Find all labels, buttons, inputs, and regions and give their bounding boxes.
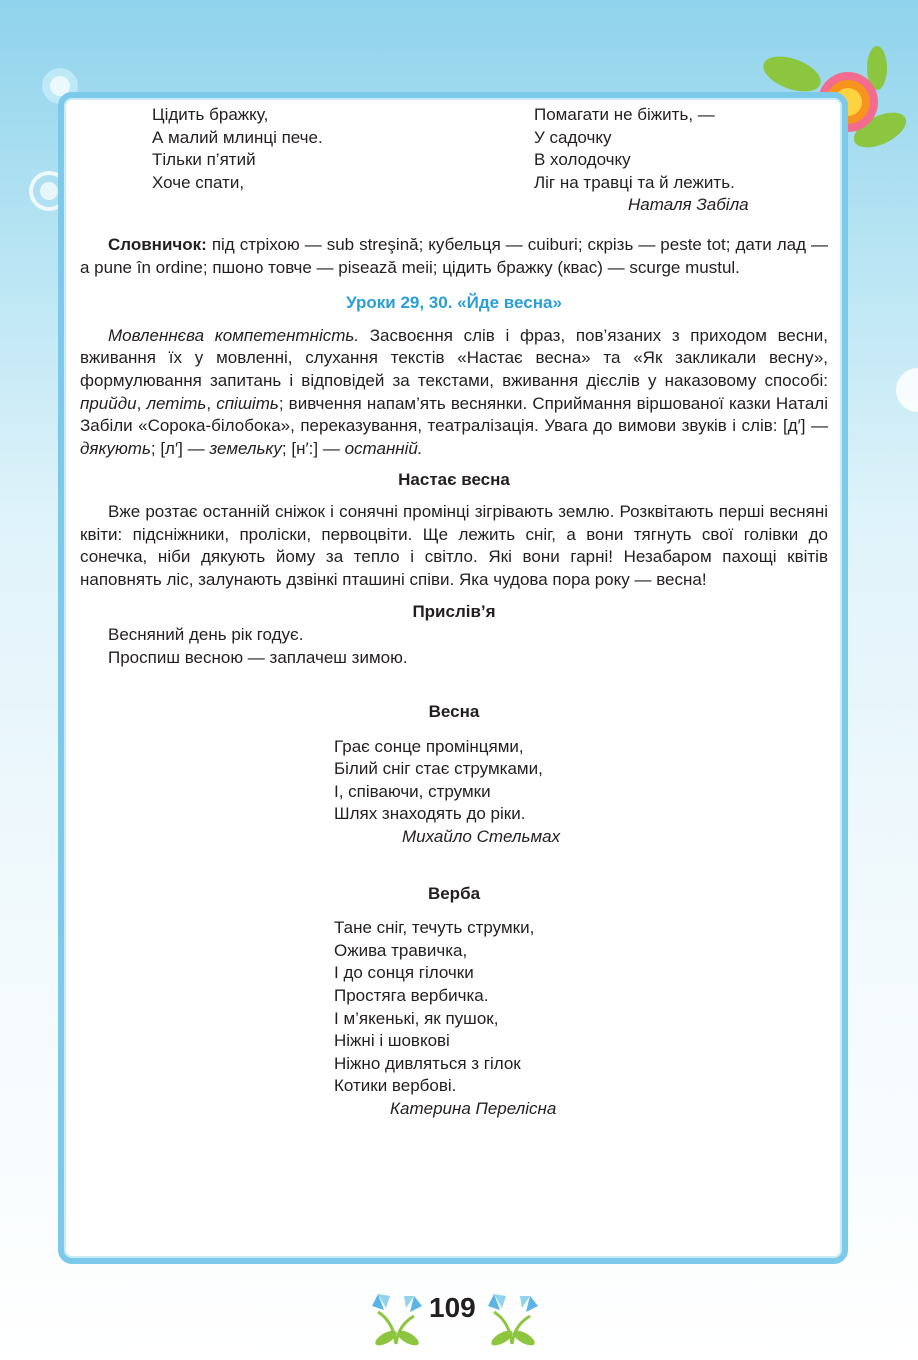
poem-author: Михайло Стельмах: [402, 827, 561, 847]
page-number: 109: [429, 1292, 476, 1323]
competence-label: Мовленнєва компетентність.: [108, 325, 360, 345]
poem-line: Ліг на травці та й лежить.: [534, 172, 735, 192]
poem-line: В холодочку: [534, 150, 631, 170]
poem-line: Тільки п’ятий: [152, 150, 256, 170]
poem-line: Шлях знаходять до ріки.: [334, 804, 526, 824]
lesson-description: [80, 325, 828, 461]
poem-line: А малий млинці пече.: [152, 127, 323, 147]
lesson-text: ; [н′:] —: [281, 438, 345, 458]
word-example: останній.: [344, 438, 423, 458]
poem-verba-title: Верба: [427, 883, 481, 903]
poem-author: Катерина Перелісна: [390, 1099, 557, 1118]
poem-line: Ніжні і шовкові: [334, 1031, 450, 1051]
lesson-text: ; [л′] —: [150, 438, 210, 458]
separator: ,: [136, 393, 147, 413]
poem-author: Наталя Забіла: [628, 195, 749, 215]
story-text: Вже розтає останній сніжок і сонячні промінці зігрівають землю. Розквітають перші весняні квіти: підсніжники, проліски, первоцвіти. Ще лежить сніг, а вони тягнуть свої голівки до сонечка, ніби дякують йому за тепло і світло. Які вони гарні! Незабаром пахощі квітів наповнять ліс, залунають дзвінкі пташині співи. Яка чудова пора року — весна!: [80, 501, 828, 589]
sparkle-decoration-icon: [888, 360, 918, 420]
poem-line: Цідить бражку,: [152, 105, 269, 124]
poem-line: Простяга вербичка.: [334, 986, 489, 1006]
glossary-label: Словничок:: [108, 235, 207, 254]
verb-example: спішіть: [216, 393, 279, 413]
story-title: Настає весна: [398, 470, 510, 490]
proverbs-list: [80, 624, 828, 669]
word-example: земельку: [209, 438, 282, 458]
poem-left-column: [152, 104, 323, 194]
verb-example: летіть: [146, 393, 207, 413]
poem-line: Ожива травичка,: [334, 940, 468, 960]
word-example: дякують: [80, 438, 151, 458]
poem-vesna-title: Весна: [428, 702, 480, 722]
separator: ,: [206, 393, 217, 413]
poem-line: Грає сонце промінцями,: [334, 736, 524, 756]
glossary-text: під стріхою — sub streşină; кубельця — cuiburi; скрізь — peste tot; дати лад — a pune în ordine; пшоно товче — pisează meii; цідить бражку (квас) — scurge mustul.: [80, 235, 828, 277]
poem-continuation: [80, 104, 828, 228]
snowdrop-decoration-icon: [364, 1284, 428, 1346]
snowdrop-decoration-icon: [480, 1284, 544, 1346]
proverb-item: Проспиш весною — заплачеш зимою.: [108, 647, 408, 667]
poem-vesna: [334, 736, 634, 849]
lesson-text: Засвоєння слів і фраз, пов’язаних з приходом весни, вживання їх у мовленні, слухання текстів «Настає весна» та «Як закликали весну», формулювання запитань і відповідей за текстами, вживання дієслів у наказовому способі:: [80, 325, 828, 390]
poem-right-column: [534, 104, 749, 217]
lesson-title: Уроки 29, 30. «Йде весна»: [346, 293, 562, 313]
poem-line: Помагати не біжить, —: [534, 105, 715, 124]
poem-verba: [334, 917, 634, 1120]
poem-line: І, співаючи, струмки: [334, 781, 491, 801]
poem-line: У садочку: [534, 127, 612, 147]
verb-example: прийди: [80, 393, 137, 413]
poem-line: І до сонця гілочки: [334, 963, 474, 983]
poem-line: Котики вербові.: [334, 1076, 457, 1096]
poem-line: Тане сніг, течуть струмки,: [334, 918, 535, 938]
proverb-item: Весняний день рік годує.: [108, 624, 304, 644]
poem-line: Ніжно дивляться з гілок: [334, 1053, 521, 1073]
page-content: [80, 104, 828, 1121]
lesson-text: ; вивчення напам’ять веснянки. Сприймання віршованої казки Наталі Забіли «Сорока-білобока», переказування, театралізація. Увага до вимови звуків і слів: [д′] —: [80, 393, 828, 436]
glossary: [80, 234, 828, 279]
poem-line: Білий сніг стає струмками,: [334, 759, 543, 779]
proverbs-title: Прислів’я: [412, 602, 496, 622]
poem-line: І м’якенькі, як пушок,: [334, 1008, 499, 1028]
poem-line: Хоче спати,: [152, 172, 245, 192]
